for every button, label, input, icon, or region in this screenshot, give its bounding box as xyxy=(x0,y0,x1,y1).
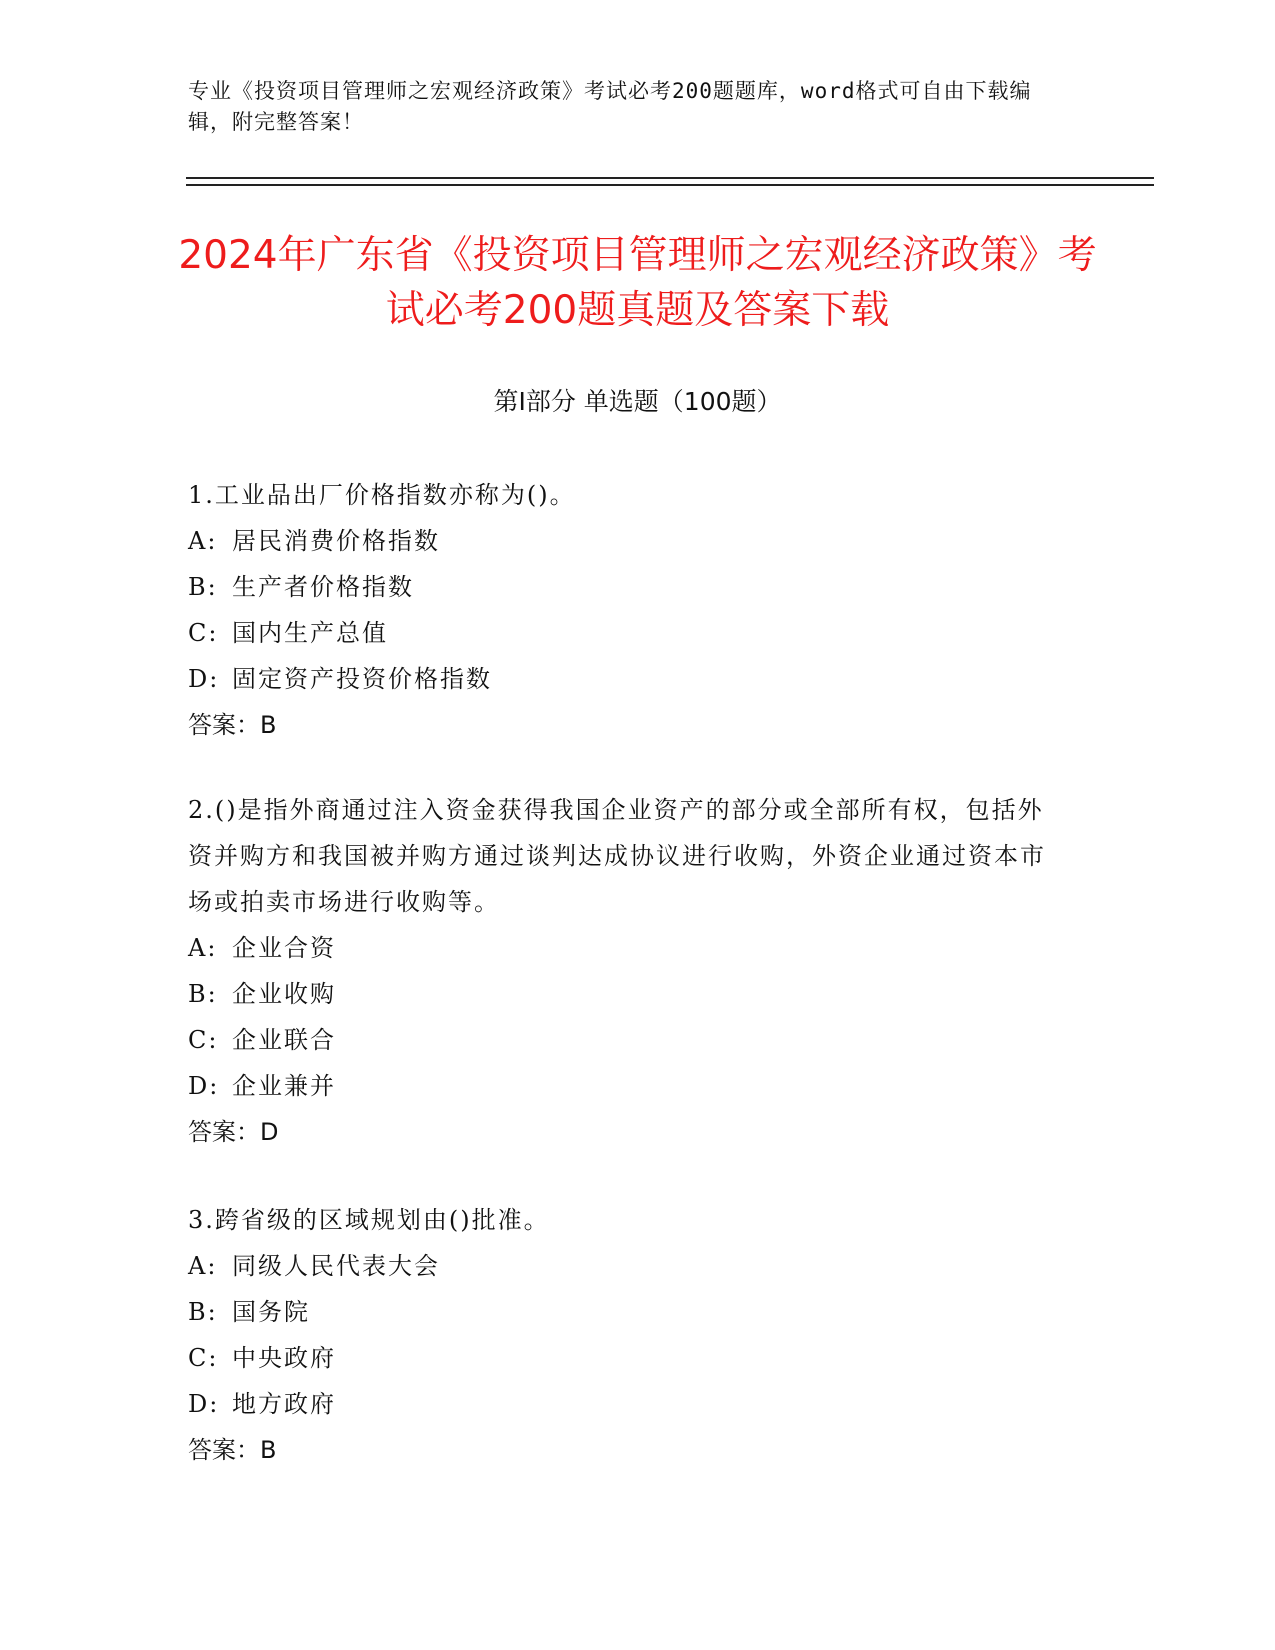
option-key: A: xyxy=(188,1252,218,1280)
option-a xyxy=(188,518,1068,564)
option-key: A: xyxy=(188,527,218,555)
header-note: 专业《投资项目管理师之宏观经济政策》考试必考200题题库，word格式可自由下载编辑，附完整答案！ xyxy=(188,79,1032,134)
option-text: 企业兼并 xyxy=(232,1072,336,1100)
option-a xyxy=(188,925,1068,971)
option-key: A: xyxy=(188,934,218,962)
header-divider-top xyxy=(186,177,1154,179)
option-text: 企业合资 xyxy=(232,934,336,962)
option-text: 生产者价格指数 xyxy=(232,573,414,601)
question-stem: 2.()是指外商通过注入资金获得我国企业资产的部分或全部所有权，包括外资并购方和我国被并购方通过谈判达成协议进行收购，外资企业通过资本市场或拍卖市场进行收购等。 xyxy=(188,796,1046,916)
answer-line: 答案：B xyxy=(188,1436,277,1464)
option-text: 固定资产投资价格指数 xyxy=(232,665,492,693)
option-c xyxy=(188,1017,1068,1063)
option-d xyxy=(188,1063,1068,1109)
question-2 xyxy=(188,787,1068,1155)
option-b xyxy=(188,971,1068,1017)
question-3 xyxy=(188,1197,1068,1473)
option-text: 同级人民代表大会 xyxy=(232,1252,440,1280)
option-key: D: xyxy=(188,1390,220,1418)
option-d xyxy=(188,1381,1068,1427)
option-d xyxy=(188,656,1068,702)
option-text: 居民消费价格指数 xyxy=(232,527,440,555)
option-c xyxy=(188,610,1068,656)
question-stem: 1.工业品出厂价格指数亦称为()。 xyxy=(188,481,576,509)
option-text: 国内生产总值 xyxy=(232,619,388,647)
option-key: B: xyxy=(188,573,218,601)
option-key: C: xyxy=(188,1344,219,1372)
option-a xyxy=(188,1243,1068,1289)
option-key: B: xyxy=(188,980,218,1008)
option-b xyxy=(188,1289,1068,1335)
document-title: 2024年广东省《投资项目管理师之宏观经济政策》考试必考200题真题及答案下载 xyxy=(178,233,1097,333)
option-text: 中央政府 xyxy=(232,1344,336,1372)
option-key: C: xyxy=(188,1026,219,1054)
option-text: 国务院 xyxy=(232,1298,310,1326)
option-key: B: xyxy=(188,1298,218,1326)
option-key: C: xyxy=(188,619,219,647)
option-b xyxy=(188,564,1068,610)
answer-line: 答案：B xyxy=(188,711,277,739)
header-divider-bottom xyxy=(186,184,1154,186)
question-1 xyxy=(188,472,1068,748)
option-c xyxy=(188,1335,1068,1381)
option-key: D: xyxy=(188,1072,220,1100)
option-text: 企业收购 xyxy=(232,980,336,1008)
question-stem: 3.跨省级的区域规划由()批准。 xyxy=(188,1206,550,1234)
answer-line: 答案：D xyxy=(188,1118,279,1146)
option-text: 地方政府 xyxy=(232,1390,336,1418)
option-text: 企业联合 xyxy=(232,1026,336,1054)
section-heading: 第Ⅰ部分 单选题（100题） xyxy=(493,387,782,416)
option-key: D: xyxy=(188,665,220,693)
